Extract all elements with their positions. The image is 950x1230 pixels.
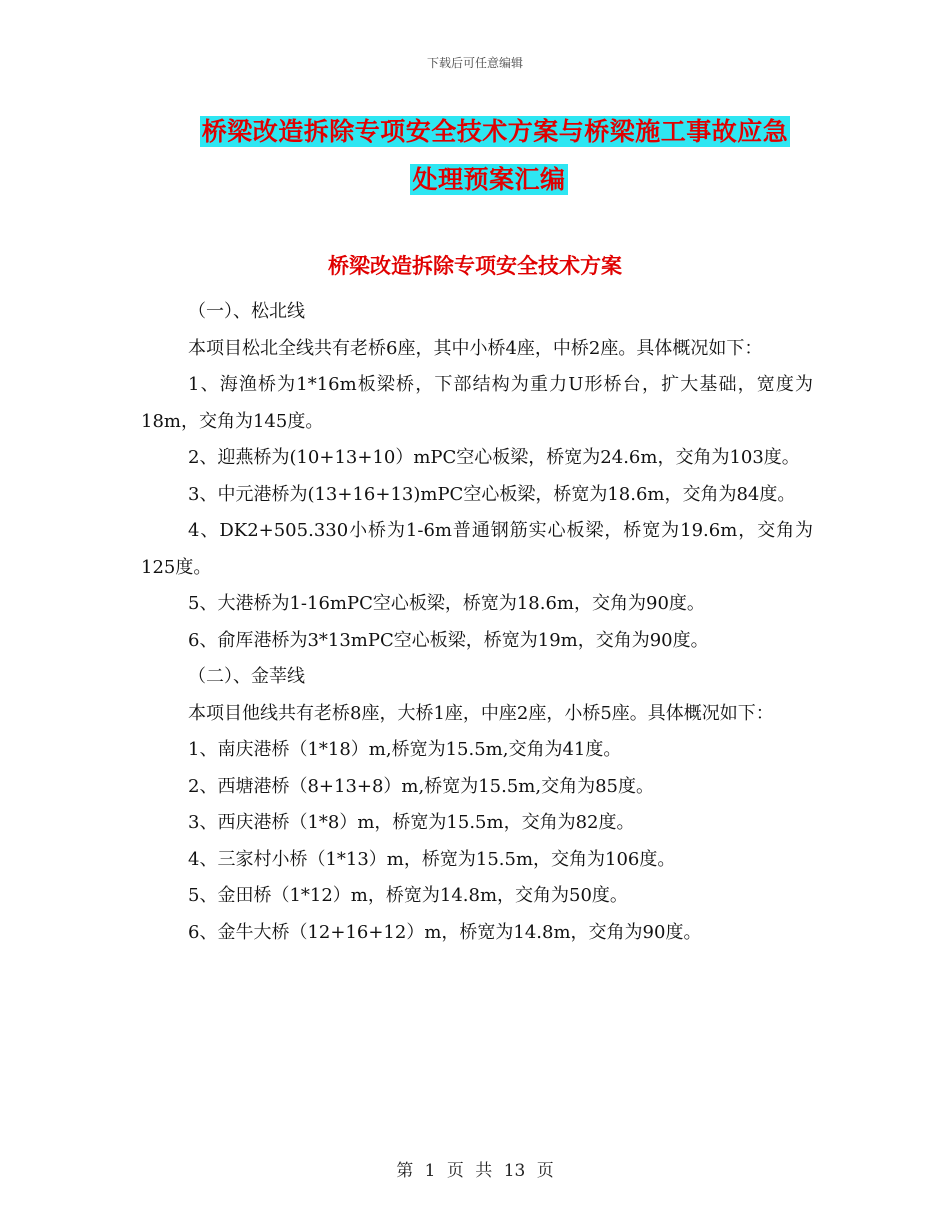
list-item: 3、西庆港桥（1*8）m，桥宽为15.5m，交角为82度。 [188, 812, 635, 833]
list-item: 5、金田桥（1*12）m，桥宽为14.8m，交角为50度。 [188, 885, 628, 906]
title-highlight-2: 处理预案汇编 [412, 165, 566, 194]
header-note: 下载后可任意编辑 [426, 56, 523, 70]
list-item: 6、金牛大桥（12+16+12）m，桥宽为14.8m，交角为90度。 [188, 921, 702, 943]
section-heading: （二）、金莘线 [188, 666, 305, 687]
document-title-line-1 [0, 112, 950, 148]
list-item: 1、南庆港桥（1*18）m,桥宽为15.5m,交角为41度。 [188, 739, 622, 760]
list-item: 4、DK2+505.330小桥为1-6m普通钢筋实心板梁，桥宽为19.6m，交角为125度。 [141, 520, 813, 578]
list-item: 2、迎燕桥为(10+13+10）mPC空心板梁，桥宽为24.6m，交角为103度。 [188, 447, 800, 468]
document-body [141, 294, 813, 951]
paragraph: 本项目他线共有老桥8座，大桥1座，中座2座，小桥5座。具体概况如下： [188, 702, 774, 724]
section-heading: （一）、松北线 [188, 301, 305, 322]
page-footer: 第 1 页 共 13 页 [396, 1161, 554, 1181]
list-item: 4、三家村小桥（1*13）m，桥宽为15.5m，交角为106度。 [188, 848, 676, 870]
document-title-line-2 [0, 160, 950, 196]
list-item: 1、海渔桥为1*16m板梁桥，下部结构为重力U形桥台，扩大基础，宽度为18m，交角为145度。 [141, 374, 813, 432]
list-item: 2、西塘港桥（8+13+8）m,桥宽为15.5m,交角为85度。 [188, 775, 654, 797]
list-item: 6、俞厍港桥为3*13mPC空心板梁，桥宽为19m，交角为90度。 [188, 629, 709, 651]
paragraph: 本项目松北全线共有老桥6座，其中小桥4座，中桥2座。具体概况如下： [188, 337, 763, 359]
list-item: 5、大港桥为1-16mPC空心板梁，桥宽为18.6m，交角为90度。 [188, 593, 705, 614]
title-highlight-1: 桥梁改造拆除专项安全技术方案与桥梁施工事故应急 [201, 117, 789, 146]
list-item: 3、中元港桥为(13+16+13)mPC空心板梁，桥宽为18.6m，交角为84度。 [188, 483, 796, 505]
section-title: 桥梁改造拆除专项安全技术方案 [328, 253, 622, 278]
